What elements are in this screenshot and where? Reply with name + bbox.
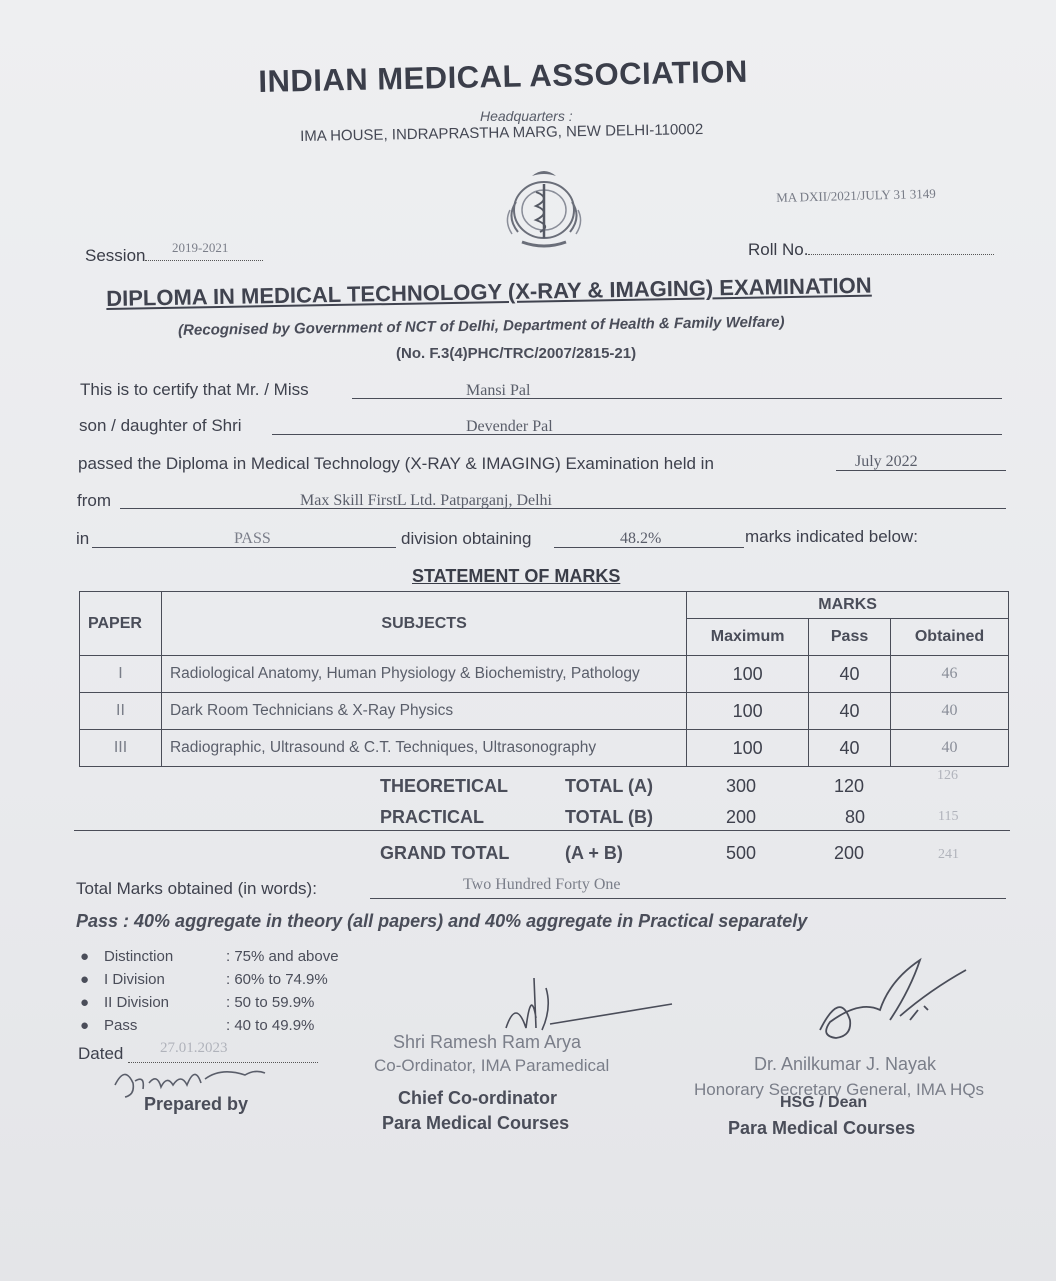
list-item: ● I Division : 60% to 74.9% [80,968,339,991]
practical-pass: 80 [845,807,866,827]
coordinator-role: Co-Ordinator, IMA Paramedical [374,1056,610,1075]
marks-table [79,591,1009,767]
ima-emblem-icon [496,162,592,252]
division-value: PASS [234,530,271,547]
practical-maximum: 200 [726,807,757,827]
candidate-name: Mansi Pal [466,382,531,399]
list-item: ● Pass : 40 to 49.9% [80,1014,339,1037]
totals-divider [74,830,1010,831]
name-underline [352,398,1002,399]
from-label: from [77,491,111,510]
session-value: 2019-2021 [172,240,229,255]
marks-header: MARKS [687,592,1009,619]
pass-header: Pass [809,619,891,656]
dean-role: Honorary Secretary General, IMA HQs [694,1080,985,1099]
pass-marks: 40 [809,656,891,693]
theory-obtained: 126 [937,768,958,783]
institute-underline [120,508,1006,509]
grand-total-formula: (A + B) [565,843,623,863]
notification-number: (No. F.3(4)PHC/TRC/2007/2815-21) [396,345,637,362]
in-label: in [76,529,90,548]
table-row [80,730,1009,767]
marks-indicated-label: marks indicated below: [745,527,918,546]
certify-label: This is to certify that Mr. / Miss [80,380,309,399]
paper-header: PAPER [80,592,162,656]
practical-total-label: TOTAL (B) [565,807,653,827]
subjects-header: SUBJECTS [161,592,686,656]
headquarters-label: Headquarters : [480,108,573,124]
list-item: ● Distinction : 75% and above [80,945,339,968]
max-marks: 100 [687,730,809,767]
percentage-value: 48.2% [620,530,662,547]
prepared-by-label: Prepared by [144,1094,249,1114]
parent-underline [272,434,1002,435]
obtained-header: Obtained [891,619,1009,656]
coordinator-department: Para Medical Courses [382,1113,570,1133]
table-row [80,656,1009,693]
obtained-marks: 40 [891,730,1009,767]
exam-passed-label: passed the Diploma in Medical Technology (X-RAY & IMAGING) Examination held in [78,454,714,473]
roll-number-field: Roll No. [748,240,994,260]
table-row [80,693,1009,730]
coordinator-name: Shri Ramesh Ram Arya [393,1032,582,1052]
recognition-note: (Recognised by Government of NCT of Delhi, Department of Health & Family Welfare) [178,313,785,339]
practical-obtained: 115 [938,809,959,824]
subject-name: Radiographic, Ultrasound & C.T. Techniques, Ultrasonography [161,730,686,767]
bullet-icon: ● [80,971,90,988]
obtained-marks: 46 [891,656,1009,693]
list-item: ● II Division : 50 to 59.9% [80,991,339,1014]
exam-held-date: July 2022 [855,453,918,470]
grand-pass: 200 [834,843,865,863]
table-header-row [80,592,1009,619]
grand-obtained: 241 [938,847,959,862]
theory-label: THEORETICAL [380,776,508,796]
theory-pass: 120 [834,776,865,796]
coordinator-title: Chief Co-ordinator [398,1088,557,1108]
dated-label: Dated [78,1044,124,1063]
maximum-header: Maximum [687,619,809,656]
bullet-icon: ● [80,994,90,1011]
bullet-icon: ● [80,948,90,965]
division-label: division obtaining [401,529,532,548]
dated-value: 27.01.2023 [160,1040,228,1056]
exam-title: DIPLOMA IN MEDICAL TECHNOLOGY (X-RAY & IMAGING) EXAMINATION [106,272,872,311]
max-marks: 100 [687,693,809,730]
dean-department: Para Medical Courses [728,1118,916,1138]
pass-marks: 40 [809,693,891,730]
theory-maximum: 300 [726,776,757,796]
paper-number: II [80,693,162,730]
dean-name: Dr. Anilkumar J. Nayak [754,1054,937,1074]
paper-number: III [80,730,162,767]
paper-number: I [80,656,162,693]
dean-signature-icon [800,950,970,1050]
pass-criteria: Pass : 40% aggregate in theory (all papers) and 40% aggregate in Practical separately [76,911,808,931]
serial-number: MA DXII/2021/JULY 31 3149 [776,185,936,205]
grand-total-label: GRAND TOTAL [380,843,510,863]
coordinator-signature-icon [476,968,676,1038]
words-value: Two Hundred Forty One [463,876,621,893]
practical-label: PRACTICAL [380,807,484,827]
institute-name: Max Skill FirstL Ltd. Patparganj, Delhi [300,492,552,509]
division-list [80,945,339,1037]
pass-marks: 40 [809,730,891,767]
theory-total-label: TOTAL (A) [565,776,653,796]
session-label: Session [85,246,263,266]
issuer-title: INDIAN MEDICAL ASSOCIATION [258,53,749,99]
issuer-address: IMA HOUSE, INDRAPRASTHA MARG, NEW DELHI-110002 [300,120,704,145]
max-marks: 100 [687,656,809,693]
bullet-icon: ● [80,1017,90,1034]
words-underline [370,898,1006,899]
statement-heading: STATEMENT OF MARKS [412,566,621,586]
subject-name: Dark Room Technicians & X-Ray Physics [161,693,686,730]
grand-maximum: 500 [726,843,757,863]
subject-name: Radiological Anatomy, Human Physiology & Biochemistry, Pathology [161,656,686,693]
parent-label: son / daughter of Shri [79,416,242,435]
words-label: Total Marks obtained (in words): [76,879,317,898]
dean-title: HSG / Dean [780,1094,868,1111]
obtained-marks: 40 [891,693,1009,730]
parent-name: Devender Pal [466,418,553,435]
